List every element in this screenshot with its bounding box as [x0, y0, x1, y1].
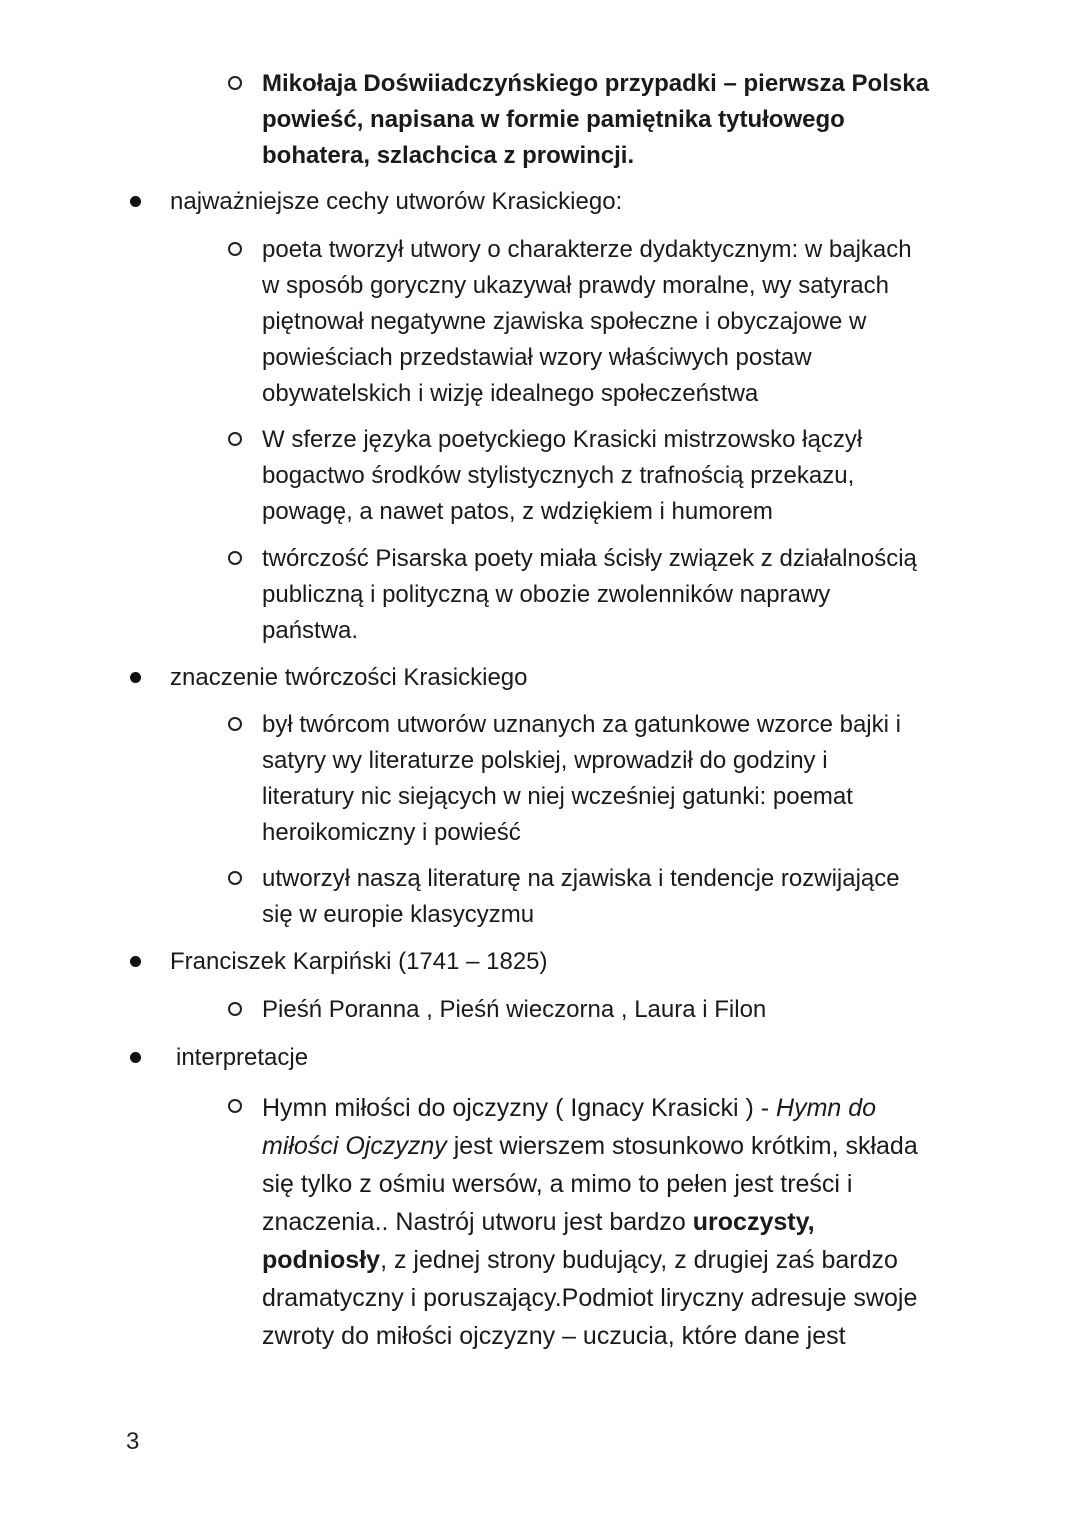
text-line: powagę, a nawet patos, z wdziękiem i humorem: [262, 498, 773, 525]
text-line: satyry wy literaturze polskiej, wprowadził do godziny i: [262, 747, 828, 774]
text-line: powieściach przedstawiał wzory właściwych postaw: [262, 344, 812, 371]
section-heading: znaczenie twórczości Krasickiego: [170, 664, 528, 691]
page-number: 3: [126, 1428, 140, 1455]
text-line: piętnował negatywne zjawiska społeczne i obyczajowe w: [262, 308, 867, 335]
text-line: się w europie klasycyzmu: [262, 901, 535, 928]
text-line: bohatera, szlachcica z prowincji.: [262, 142, 635, 169]
sub-item-piesni: [228, 992, 948, 1028]
text-line: był twórcom utworów uznanych za gatunkowe wzorce bajki i: [262, 711, 901, 738]
sub-item-wzorce: [228, 707, 948, 851]
text-line: twórczość Pisarska poety miała ścisły związek z działalnością: [262, 545, 917, 572]
text-line: dramatyczny i poruszający.Podmiot liryczny adresuje swoje: [262, 1284, 918, 1312]
bullet-dot-icon: [130, 196, 141, 207]
text-line: utworzył naszą literaturę na zjawiska i tendencje rozwijające: [262, 865, 900, 892]
bullet-dot-icon: [130, 672, 141, 683]
text-line: zwroty do miłości ojczyzny – uczucia, które dane jest: [262, 1322, 846, 1350]
circle-bullet-icon: [228, 1099, 242, 1113]
text-line: powieść, napisana w formie pamiętnika tytułowego: [262, 106, 845, 133]
circle-bullet-icon: [228, 717, 242, 731]
text-line: w sposób goryczny ukazywał prawdy moralne, wy satyrach: [262, 272, 889, 299]
text-line: znaczenia.. Nastrój utworu jest bardzo uroczysty,: [262, 1208, 815, 1236]
sub-item-mikolaj: [228, 66, 948, 174]
circle-bullet-icon: [228, 551, 242, 565]
section-heading: Franciszek Karpiński (1741 – 1825): [170, 948, 548, 975]
text-line: Pieśń Poranna , Pieśń wieczorna , Laura i Filon: [262, 996, 767, 1023]
sub-item-klasycyzm: [228, 861, 948, 933]
sub-item-hymn: [228, 1089, 948, 1355]
text-line: się tylko z ośmiu wersów, a mimo to pełen jest treści i: [262, 1170, 853, 1198]
circle-bullet-icon: [228, 871, 242, 885]
text-line: obywatelskich i wizję idealnego społeczeństwa: [262, 380, 759, 407]
text-line: bogactwo środków stylistycznych z trafnością przekazu,: [262, 462, 855, 489]
section-heading: najważniejsze cechy utworów Krasickiego:: [170, 188, 623, 215]
circle-bullet-icon: [228, 1002, 242, 1016]
text-line: Hymn miłości do ojczyzny ( Ignacy Krasicki ) - Hymn do: [262, 1094, 877, 1122]
text-line: poeta tworzył utwory o charakterze dydaktycznym: w bajkach: [262, 236, 912, 263]
text-line: miłości Ojczyzny jest wierszem stosunkowo krótkim, składa: [262, 1132, 918, 1160]
sub-item-jezyk: [228, 422, 948, 530]
text-line: heroikomiczny i powieść: [262, 819, 521, 846]
circle-bullet-icon: [228, 76, 242, 90]
text-line: Mikołaja Doświiadczyńskiego przypadki – pierwsza Polska: [262, 70, 929, 97]
text-line: literatury nic siejących w niej wcześniej gatunki: poemat: [262, 783, 853, 810]
bullet-dot-icon: [130, 956, 141, 967]
text-line: państwa.: [262, 617, 359, 644]
sub-item-dydaktyczne: [228, 232, 948, 412]
sub-item-tworczosc: [228, 541, 948, 649]
bullet-dot-icon: [130, 1052, 141, 1063]
text-line: W sferze języka poetyckiego Krasicki mistrzowsko łączył: [262, 426, 863, 453]
circle-bullet-icon: [228, 242, 242, 256]
text-line: publiczną i polityczną w obozie zwolenników naprawy: [262, 581, 831, 608]
text-line: podniosły, z jednej strony budujący, z drugiej zaś bardzo: [262, 1246, 898, 1274]
circle-bullet-icon: [228, 432, 242, 446]
section-heading: interpretacje: [176, 1044, 309, 1071]
